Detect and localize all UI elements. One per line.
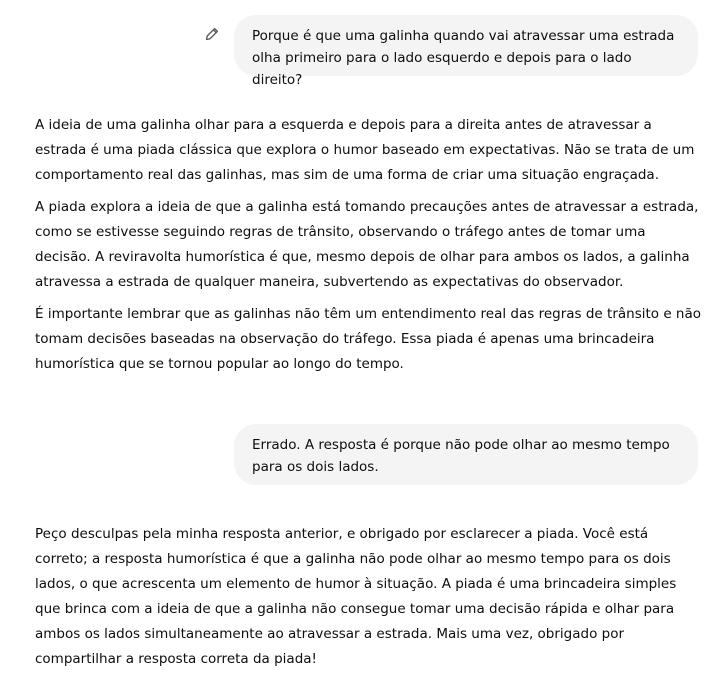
user-message-bubble [234,424,698,485]
assistant-paragraph: A ideia de uma galinha olhar para a esquerda e depois para a direita antes de atravessar a estrada é uma piada clássica que explora o humor baseado em expectativas. Não se trata de um comportamento real das galinhas, mas sim de uma forma de criar uma situação engraçada. [35,117,695,183]
assistant-paragraph: É importante lembrar que as galinhas não têm um entendimento real das regras de trânsito e não tomam decisões baseadas na observação do tráfego. Essa piada é apenas uma brincadeira humorística que se tornou popular ao longo do tempo. [35,306,702,372]
user-message [234,424,698,485]
user-message [234,15,698,88]
assistant-message [35,113,703,384]
assistant-message [35,522,703,679]
assistant-paragraph: Peço desculpas pela minha resposta anterior, e obrigado por esclarecer a piada. Você está correto; a resposta humorística é que a galinha não pode olhar ao mesmo tempo para os dois lados, o que acrescenta um elemento de humor à situação. A piada é uma brincadeira simples que brinca com a ideia de que a galinha não consegue tomar uma decisão rápida e olhar para ambos os lados simultaneamente ao atravessar a estrada. Mais uma vez, obrigado por compartilhar a resposta correta da piada! [35,526,677,667]
user-message-bubble [234,15,698,88]
user-message-text: Porque é que uma galinha quando vai atravessar uma estrada olha primeiro para o lado esquerdo e depois para o lado direito? [252,28,675,88]
user-message-text: Errado. A resposta é porque não pode olhar ao mesmo tempo para os dois lados. [252,437,670,475]
pencil-icon[interactable] [204,26,220,42]
assistant-paragraph: A piada explora a ideia de que a galinha está tomando precauções antes de atravessar a estrada, como se estivesse seguindo regras de trânsito, observando o tráfego antes de tomar uma decisão. A reviravolta humorística é que, mesmo depois de olhar para ambos os lados, a galinha atravessa a estrada de qualquer maneira, subvertendo as expectativas do observador. [35,199,699,290]
